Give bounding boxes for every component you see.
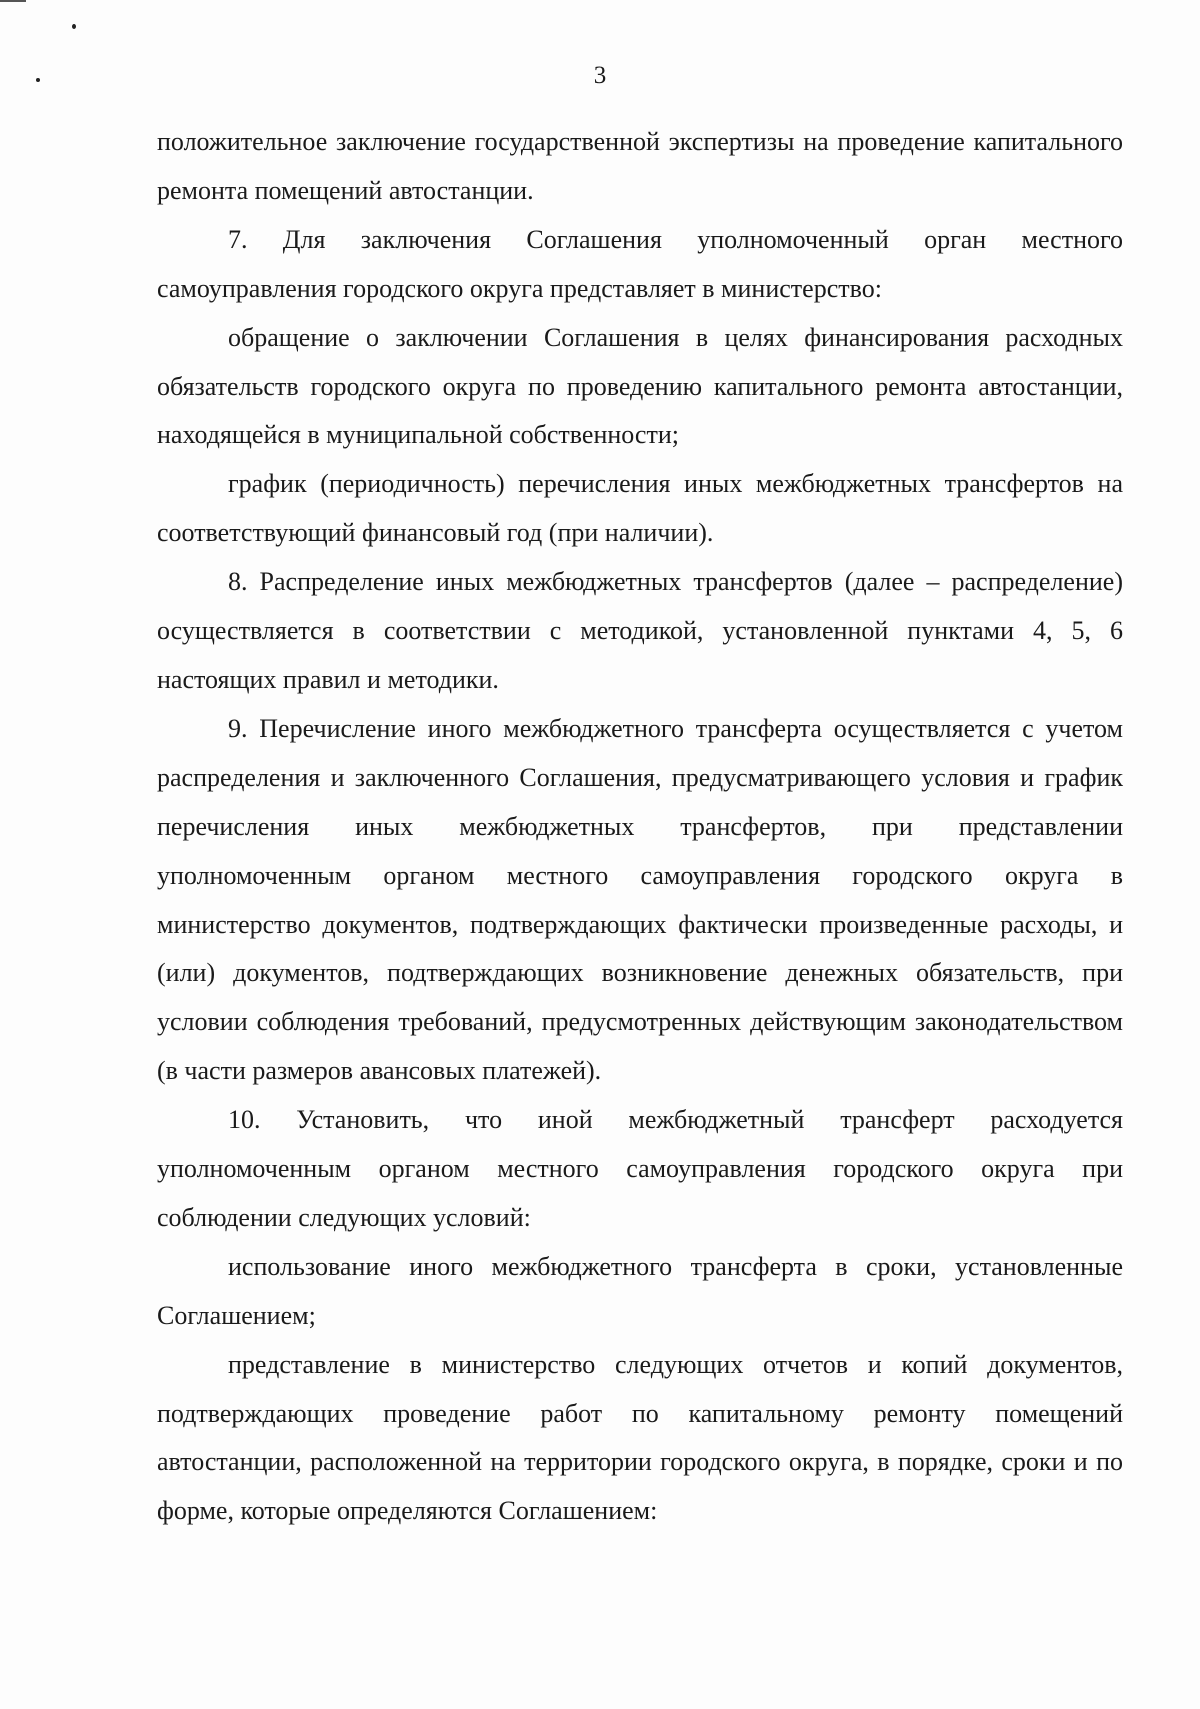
paragraph-reporting-condition: представление в министерство следующих отчетов и копий документов, подтверждающих проведение работ по капитальному ремонту помещений автостанции, расположенной на территории городского округа, в порядке, сроки и по форме, которые определяются Соглашением: [157, 1349, 1123, 1526]
paragraph-usage-condition: использование иного межбюджетного трансферта в сроки, установленные Соглашением; [157, 1251, 1123, 1330]
paragraph-item-8: 8. Распределение иных межбюджетных трансфертов (далее – распределение) осуществляется в соответствии с методикой, установленной пунктами 4, 5, 6 настоящих правил и методики. [157, 567, 1123, 694]
scan-speck [72, 24, 76, 29]
paragraph-item-9: 9. Перечисление иного межбюджетного трансферта осуществляется с учетом распределения и заключенного Соглашения, предусматривающего условия и график перечисления иных межбюджетных трансфертов, при представлении уполномоченным органом местного самоуправления городского округа в министерство документов, подтверждающих фактически произведенные расходы, и (или) документов, подтверждающих возникновение денежных обязательств, при условии соблюдения требований, предусмотренных действующим законодательством (в части размеров авансовых платежей). [157, 713, 1123, 1086]
page-number: 3 [593, 62, 607, 89]
paragraph-continuation: положительное заключение государственной экспертизы на проведение капитального ремонта помещений автостанции. [157, 127, 1123, 205]
paragraph-item-10: 10. Установить, что иной межбюджетный трансферт расходуется уполномоченным органом местного самоуправления городского округа при соблюдении следующих условий: [157, 1105, 1123, 1232]
document-body [157, 118, 1123, 1536]
scan-edge-mark [0, 0, 26, 2]
paragraph-appeal: обращение о заключении Соглашения в целях финансирования расходных обязательств городского округа по проведению капитального ремонта автостанции, находящейся в муниципальной собственности; [157, 322, 1123, 450]
paragraph-schedule: график (периодичность) перечисления иных межбюджетных трансфертов на соответствующий финансовый год (при наличии). [157, 469, 1123, 548]
paragraph-item-7: 7. Для заключения Соглашения уполномоченный орган местного самоуправления городского округа представляет в министерство: [157, 224, 1123, 303]
